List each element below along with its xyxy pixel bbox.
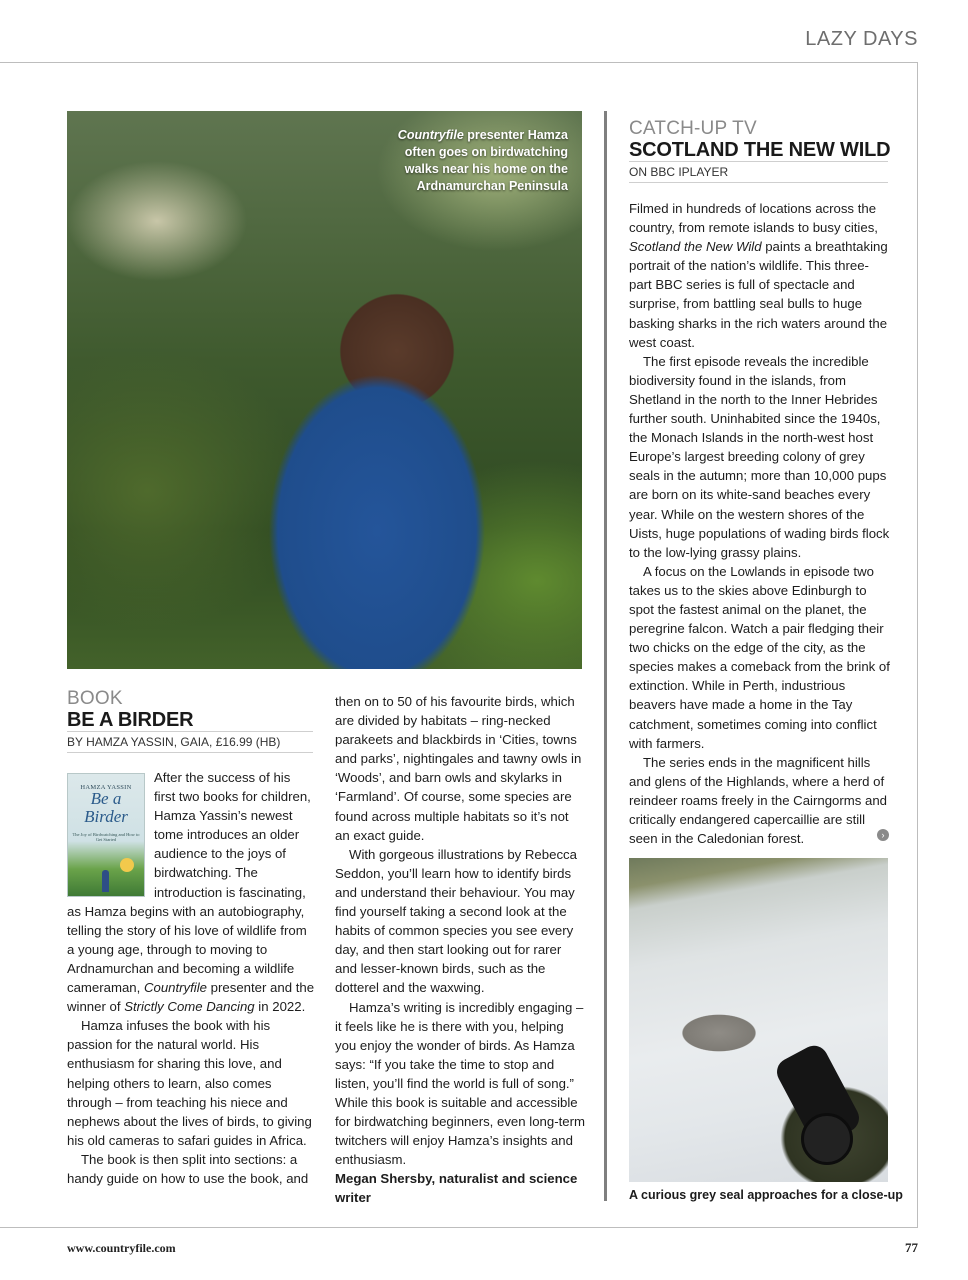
book-cover-image: HAMZA YASSIN Be a Birder The Joy of Birdwatching and How to Get Started	[67, 773, 145, 897]
book-paragraph-2: Hamza infuses the book with his passion for the natural world. His enthusiasm for sharing this love, and helping others to learn, also comes through – from teaching his niece and nephews about the lives of birds, to giving his old cameras to safari guides in Africa.	[67, 1018, 312, 1148]
book-paragraph-5: Hamza’s writing is incredibly engaging – it feels like he is there with you, helping you enjoy the wonder of birds. As Hamza says: “If you take the time to stop and listen, you’ll find the world is full of song.” While this book is suitable and accessible for birdwatching beginners, even long-term twitchers will enjoy Hamza’s insights and enthusiasm.	[335, 999, 585, 1168]
page-number: 77	[905, 1240, 918, 1255]
book-title: BE A BIRDER	[67, 709, 194, 731]
hero-photo-caption: Countryfile presenter Hamza often goes on birdwatching walks near his home on the Ardnamurchan Peninsula	[397, 128, 568, 193]
column-divider	[604, 111, 607, 1201]
tv-paragraph-3: A focus on the Lowlands in episode two takes us to the skies above Edinburgh to spot the fastest animal on the planet, the peregrine falcon. Watch a pair fledging their two chicks on the edge of the city, as the species makes a comeback from the brink of extinction. While in Perth, industrious beavers have made a home in the Tay catchment, sometimes coming into conflict with farmers.	[629, 563, 890, 751]
hero-photo	[67, 111, 582, 669]
book-paragraph-3-start: The book is then split into sections: a handy guide on how to use the book, and	[67, 1151, 309, 1186]
tv-byline: ON BBC IPLAYER	[629, 161, 888, 183]
book-reviewer: Megan Shersby, naturalist and science writer	[335, 1171, 578, 1206]
book-byline: BY HAMZA YASSIN, GAIA, £16.99 (HB)	[67, 731, 313, 753]
tv-paragraph-4: The series ends in the magnificent hills and glens of the Highlands, where a herd of reindeer roams freely in the Cairngorms and critically endangered capercaillie are still seen in the Caledonian forest.	[629, 754, 888, 847]
book-paragraph-1: After the success of his first two books for children, Hamza Yassin’s newest tome introduces an older audience to the joys of birdwatching. The introduction is fascinating, as Hamza begins with an autobiography, telling the story of his love of wildlife from a young age, through to moving to Ardnamurchan and becoming a wildlife cameraman, Countryfile presenter and the winner of Strictly Come Dancing in 2022.	[67, 770, 315, 1015]
tv-title: SCOTLAND THE NEW WILD	[629, 139, 891, 161]
tv-column	[629, 199, 891, 848]
tv-paragraph-1: Filmed in hundreds of locations across the country, from remote islands to busy cities, Scotland the New Wild paints a breathtaking portrait of the nation’s wildlife. This three-part BBC series is full of spectacle and surprise, from battling seal bulls to huge basking sharks in the rich waters around the west coast.	[629, 201, 888, 350]
sun-illustration	[120, 858, 134, 872]
camera-lens-ring-illustration	[801, 1113, 853, 1165]
section-tag: LAZY DAYS	[805, 28, 918, 50]
book-paragraph-3-cont: then on to 50 of his favourite birds, which are divided by habitats – ring-necked parakeets and blackbirds in ‘Cities, towns and parks’, nightingales and tawny owls in ‘Woods’, and barn owls and skylarks in ‘Farmland’. Of course, some species are found across multiple habitats so it’s not an exact guide.	[335, 694, 582, 843]
tv-kicker: CATCH-UP TV	[629, 118, 757, 139]
figure-illustration	[102, 870, 109, 892]
footer-url: www.countryfile.com	[67, 1241, 176, 1255]
tv-paragraph-2: The first episode reveals the incredible biodiversity found in the islands, from Shetland in the north to the Inner Hebrides further south. Uninhabited since the 1940s, the Monach Islands in the north-west host Europe’s largest breeding colony of grey seals in the autumn; more than 10,000 pups are born on its white-sand beaches every year. While on the western shores of the Uists, huge populations of wading birds flock to the low-lying grassy plains.	[629, 353, 890, 560]
book-paragraph-3-full	[0, 0, 1, 1]
book-column-2	[335, 692, 585, 1208]
seal-photo	[629, 858, 888, 1182]
book-kicker: BOOK	[67, 688, 123, 709]
book-paragraph-4: With gorgeous illustrations by Rebecca Seddon, you’ll learn how to identify birds and understand their behaviour. You may find yourself taking a second look at the habits of common species you see every day, and then start looking out for rarer and lesser-known birds, such as the dotterel and the waxwing.	[335, 846, 577, 996]
seal-photo-caption: A curious grey seal approaches for a close-up	[629, 1188, 903, 1202]
book-column-1	[67, 768, 315, 1188]
continue-arrow-icon: ›	[877, 829, 889, 841]
